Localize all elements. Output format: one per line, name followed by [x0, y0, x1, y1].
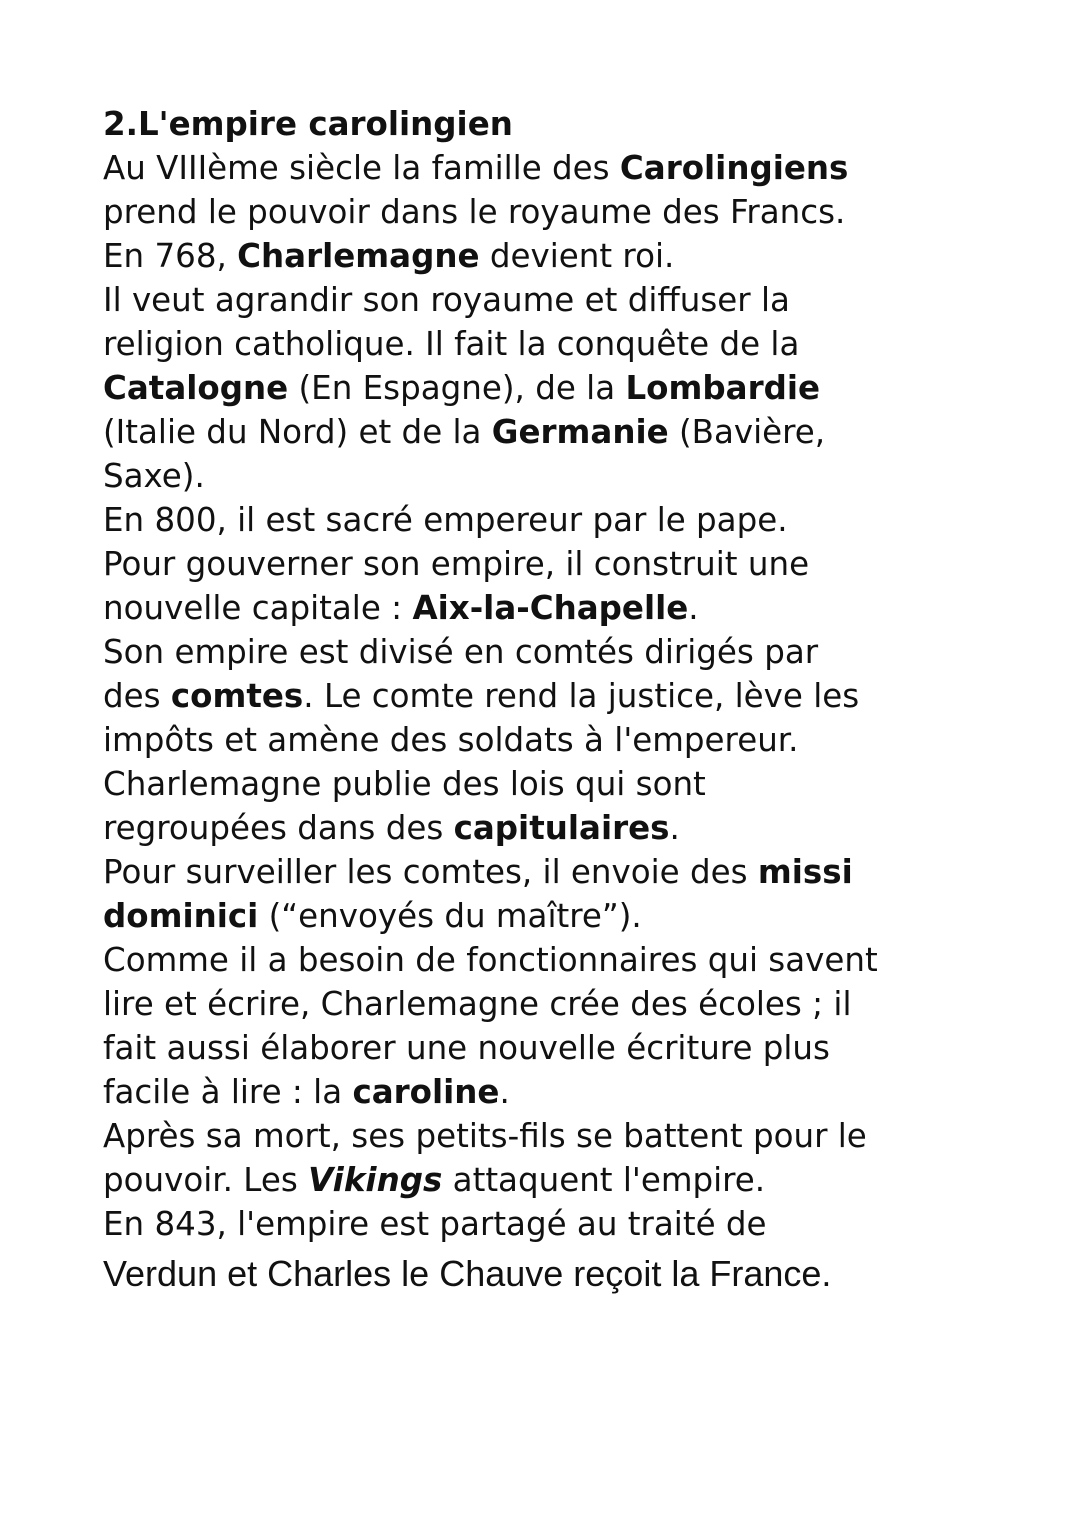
text-segment: Saxe).: [103, 457, 205, 495]
text-line: [103, 498, 1053, 542]
text-line: [103, 146, 1053, 190]
text-segment: religion catholique. Il fait la conquête de la: [103, 325, 800, 363]
text-line: [103, 322, 1053, 366]
text-segment: attaquent l'empire.: [442, 1161, 766, 1199]
bold-term: Aix-la-Chapelle: [412, 589, 689, 627]
text-line: [103, 586, 1053, 630]
text-segment: pouvoir. Les: [103, 1161, 309, 1199]
bold-term: Lombardie: [625, 369, 821, 407]
text-line: [103, 674, 1053, 718]
text-line: [103, 1114, 1053, 1158]
text-line: [103, 762, 1053, 806]
text-segment: (Bavière,: [668, 413, 826, 451]
bold-term: Vikings: [308, 1161, 443, 1199]
text-segment: En 768,: [103, 237, 238, 275]
text-segment: (En Espagne), de la: [288, 369, 626, 407]
bold-term: Charlemagne: [237, 237, 480, 275]
bold-term: caroline: [352, 1073, 500, 1111]
text-line: [103, 410, 1053, 454]
text-line: [103, 718, 1053, 762]
text-segment: regroupées dans des: [103, 809, 454, 847]
text-line: [103, 1026, 1053, 1070]
bold-term: Catalogne: [103, 369, 289, 407]
bold-term: comtes: [170, 677, 304, 715]
text-line: [103, 454, 1053, 498]
text-line: [103, 1202, 1053, 1246]
bold-term: capitulaires: [453, 809, 670, 847]
text-line: [103, 366, 1053, 410]
text-segment: Verdun et Charles le Chauve reçoit la France.: [103, 1253, 832, 1294]
text-segment: Il veut agrandir son royaume et diffuser la: [103, 281, 790, 319]
text-segment: (Italie du Nord) et de la: [103, 413, 492, 451]
text-segment: Au VIIIème siècle la famille des: [103, 149, 620, 187]
bold-term: Germanie: [491, 413, 669, 451]
text-segment: Après sa mort, ses petits-fils se battent pour le: [103, 1117, 867, 1155]
text-line: [103, 894, 1053, 938]
bold-term: Carolingiens: [619, 149, 849, 187]
text-line: [103, 542, 1053, 586]
bold-term: dominici: [103, 897, 259, 935]
text-segment: Son empire est divisé en comtés dirigés par: [103, 633, 819, 671]
document-body: [103, 102, 1053, 1302]
text-segment: Charlemagne publie des lois qui sont: [103, 765, 706, 803]
text-segment: .: [499, 1073, 510, 1111]
text-line: [103, 1070, 1053, 1114]
text-segment: En 843, l'empire est partagé au traité de: [103, 1205, 767, 1243]
section-title: 2.L'empire carolingien: [103, 105, 513, 143]
text-line: [103, 1158, 1053, 1202]
text-segment: .: [669, 809, 680, 847]
text-line: [103, 1246, 1053, 1302]
bold-term: missi: [757, 853, 853, 891]
text-line: [103, 190, 1053, 234]
text-segment: Pour surveiller les comtes, il envoie des: [103, 853, 758, 891]
text-segment: En 800, il est sacré empereur par le pape.: [103, 501, 788, 539]
text-segment: lire et écrire, Charlemagne crée des écoles ; il: [103, 985, 852, 1023]
text-segment: devient roi.: [479, 237, 675, 275]
text-line: [103, 850, 1053, 894]
text-segment: Pour gouverner son empire, il construit une: [103, 545, 810, 583]
paragraph: [103, 146, 1053, 1302]
text-segment: des: [103, 677, 171, 715]
text-line: [103, 630, 1053, 674]
text-line: [103, 234, 1053, 278]
text-segment: . Le comte rend la justice, lève les: [303, 677, 860, 715]
text-segment: impôts et amène des soldats à l'empereur.: [103, 721, 799, 759]
text-segment: (“envoyés du maître”).: [258, 897, 642, 935]
text-line: [103, 938, 1053, 982]
text-segment: prend le pouvoir dans le royaume des Francs.: [103, 193, 846, 231]
text-segment: .: [688, 589, 699, 627]
text-segment: nouvelle capitale :: [103, 589, 413, 627]
text-line: [103, 982, 1053, 1026]
text-line: [103, 278, 1053, 322]
text-line: [103, 806, 1053, 850]
text-segment: fait aussi élaborer une nouvelle écriture plus: [103, 1029, 830, 1067]
text-segment: Comme il a besoin de fonctionnaires qui savent: [103, 941, 878, 979]
text-segment: facile à lire : la: [103, 1073, 353, 1111]
